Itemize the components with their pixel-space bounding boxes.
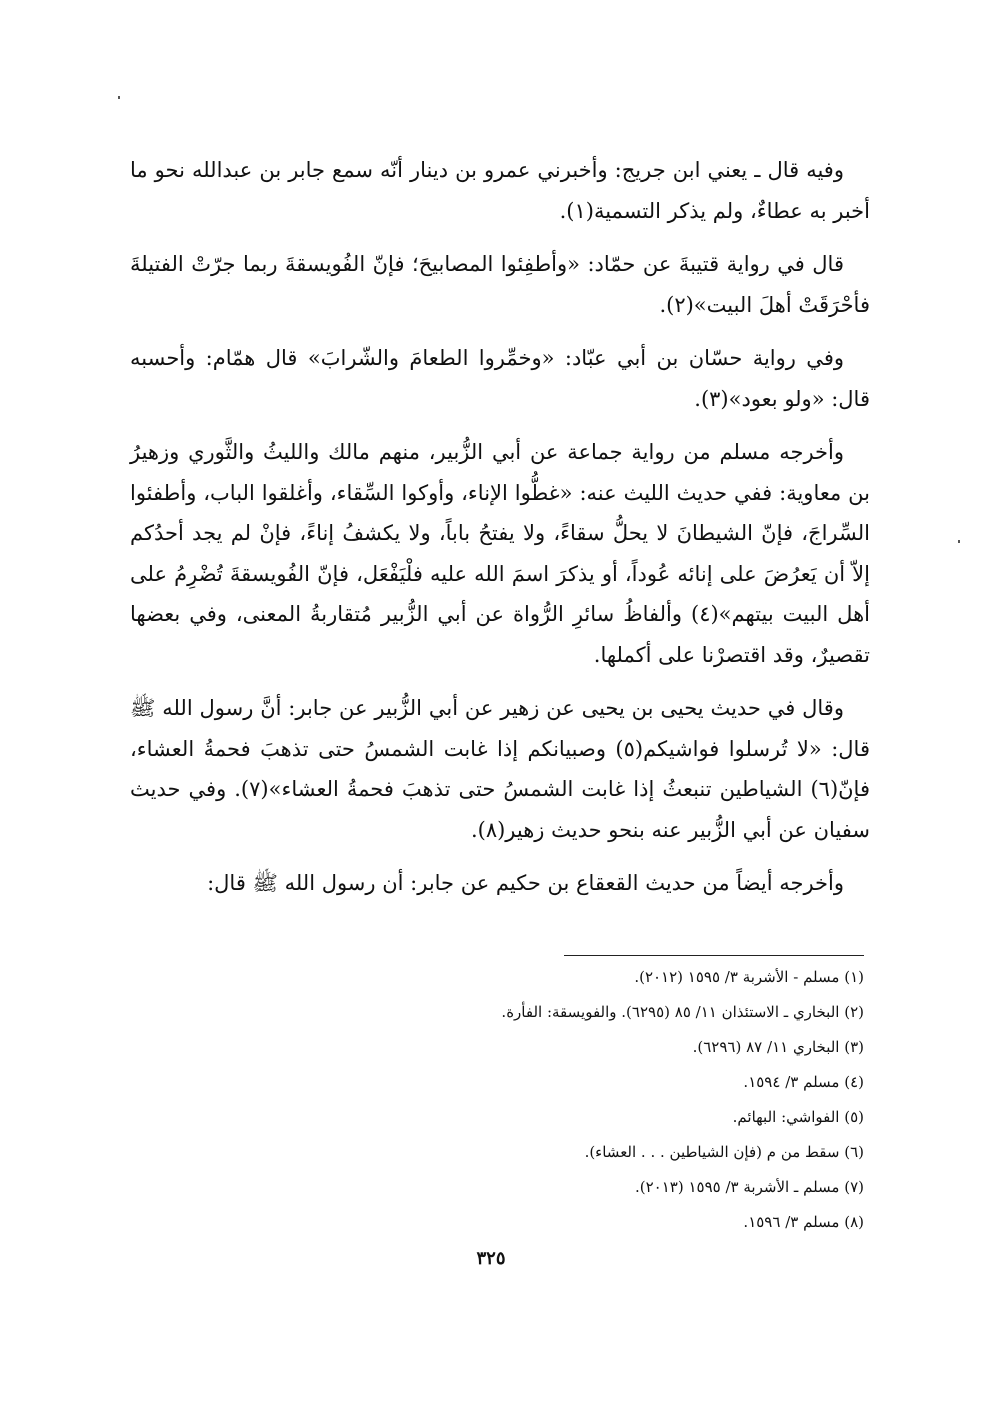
footnote: (٦) سقط من م (فإن الشياطين . . . العشاء). bbox=[584, 1143, 864, 1161]
footnote: (٣) البخاري ١١/ ٨٧ (٦٢٩٦). bbox=[692, 1038, 864, 1056]
paragraph: قال في رواية قتيبةَ عن حمّاد: «وأطفِئوا المصابيحَ؛ فإنّ الفُويسقةَ ربما جرّتْ الفتيلةَ فأحْرَقَتْ أهلَ البيت»(٢). bbox=[130, 252, 870, 317]
footnote: (٨) مسلم ٣/ ١٥٩٦. bbox=[743, 1213, 864, 1231]
paragraph: وفي رواية حسّان بن أبي عبّاد: «وخمِّروا الطعامَ والشّرابَ» قال همّام: وأحسبه قال: «ولو بعود»(٣). bbox=[130, 346, 870, 411]
footnote: (٧) مسلم ـ الأشربة ٣/ ١٥٩٥ (٢٠١٣). bbox=[635, 1178, 864, 1196]
paragraph: وقال في حديث يحيى بن يحيى عن زهير عن أبي الزُّبير عن جابر: أنَّ رسول الله ﷺ قال: «لا تُرسلوا فواشيكم(٥) وصبيانكم إذا غابت الشمسُ حتى تذهبَ فحمةُ العشاء، فإنّ(٦) الشياطين تنبعثُ إذا غابت الشمسُ حتى تذهبَ فحمةُ العشاء»(٧). وفي حديث سفيان عن أبي الزُّبير عنه بنحو حديث زهير(٨). bbox=[130, 696, 870, 842]
footnote-divider bbox=[564, 955, 864, 956]
scan-speck bbox=[118, 96, 120, 99]
scan-speck bbox=[958, 540, 960, 543]
footnote: (٥) الفواشي: البهائم. bbox=[732, 1108, 864, 1126]
footnotes-list bbox=[124, 960, 864, 1240]
paragraph: وفيه قال ـ يعني ابن جريج: وأخبرني عمرو بن دينار أنّه سمع جابر بن عبدالله نحو ما أخبر به عطاءٌ، ولم يذكر التسمية(١). bbox=[130, 158, 870, 223]
footnote: (٢) البخاري ـ الاستئذان ١١/ ٨٥ (٦٢٩٥). والفويسقة: الفأرة. bbox=[501, 1003, 864, 1021]
paragraph: وأخرجه أيضاً من حديث القعقاع بن حكيم عن جابر: أن رسول الله ﷺ قال: bbox=[207, 871, 844, 895]
main-text bbox=[130, 150, 870, 917]
footnote: (٤) مسلم ٣/ ١٥٩٤. bbox=[743, 1073, 864, 1091]
footnote: (١) مسلم - الأشربة ٣/ ١٥٩٥ (٢٠١٢). bbox=[634, 968, 864, 986]
paragraph: وأخرجه مسلم من رواية جماعة عن أبي الزُّبير، منهم مالك والليثُ والثَّوري وزهيرُ بن معاوية: ففي حديث الليث عنه: «غطُّوا الإناء، وأوكوا السِّقاء، وأغلقوا الباب، وأطفئوا السِّراجَ، فإنّ الشيطانَ لا يحلُّ سقاءً، ولا يفتحُ باباً، ولا يكشفُ إناءً، فإنْ لم يجد أحدُكم إلاّ أن يَعرُضَ على إنائه عُوداً، أو يذكرَ اسمَ الله عليه فلْيَفْعَل، فإنّ الفُويسقةَ تُضْرِمُ على أهل البيت بيتهم»(٤) وألفاظُ سائرِ الرُّواة عن أبي الزُّبير مُتقاربةُ المعنى، وفي بعضها تقصيرٌ، وقد اقتصرْنا على أكملها. bbox=[130, 440, 870, 667]
page-number: ٣٢٥ bbox=[476, 1248, 506, 1269]
